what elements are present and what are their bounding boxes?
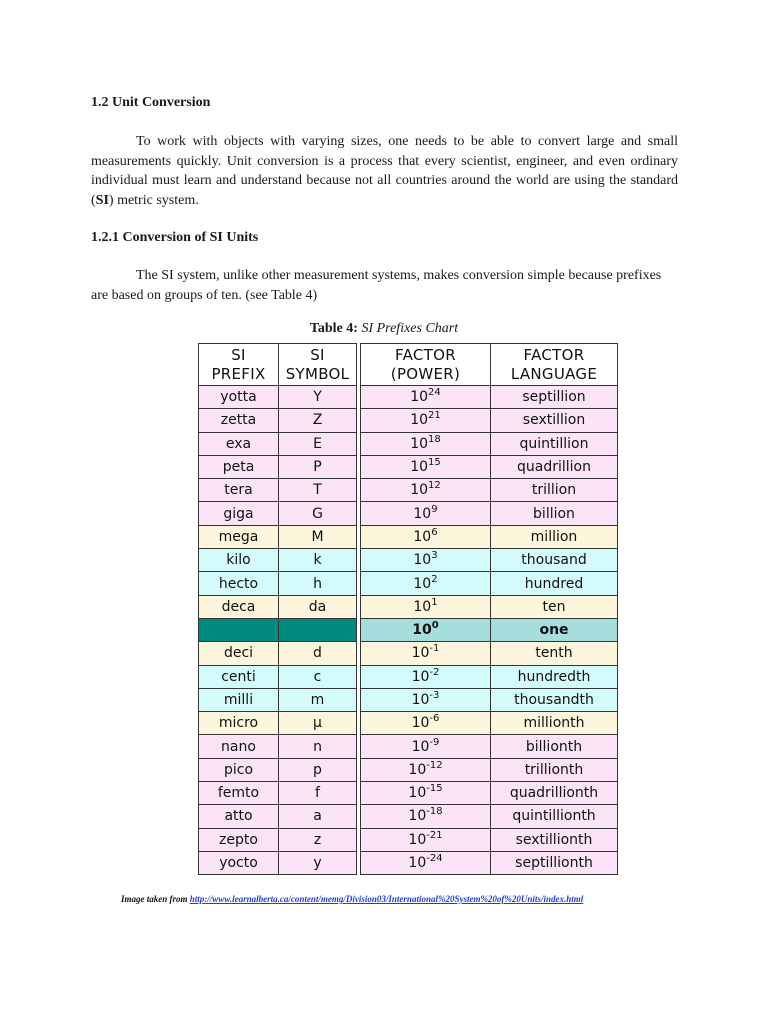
- factor-exponent: 21: [428, 410, 441, 422]
- table-row: [199, 851, 618, 874]
- factor-base: 10: [413, 552, 432, 569]
- table-header-row: [199, 344, 618, 386]
- table-row: [199, 805, 618, 828]
- prefix-cell: yocto: [199, 851, 279, 874]
- section-heading: 1.2 Unit Conversion: [91, 95, 211, 110]
- factor-cell: [361, 758, 491, 781]
- symbol-cell: h: [279, 572, 357, 595]
- factor-base: 10: [411, 645, 430, 662]
- table-row: [199, 386, 618, 409]
- language-cell: septillionth: [491, 851, 618, 874]
- language-cell: sextillionth: [491, 828, 618, 851]
- factor-exponent: 6: [431, 526, 438, 538]
- language-cell: quintillionth: [491, 805, 618, 828]
- factor-exponent: -15: [426, 783, 443, 795]
- prefix-cell: kilo: [199, 549, 279, 572]
- symbol-cell: Z: [279, 409, 357, 432]
- symbol-cell: T: [279, 479, 357, 502]
- prefix-cell: deca: [199, 595, 279, 618]
- prefix-cell: zepto: [199, 828, 279, 851]
- factor-exponent: -9: [429, 736, 440, 748]
- language-cell: trillion: [491, 479, 618, 502]
- factor-cell: [361, 525, 491, 548]
- header-si-symbol: SI SYMBOL: [279, 344, 357, 386]
- factor-exponent: 24: [428, 387, 441, 399]
- language-cell: hundred: [491, 572, 618, 595]
- factor-base: 10: [411, 715, 430, 732]
- prefix-cell: peta: [199, 455, 279, 478]
- factor-cell: [361, 386, 491, 409]
- table-row: [199, 712, 618, 735]
- header-factor-power: FACTOR (POWER): [361, 344, 491, 386]
- credit-link[interactable]: http://www.learnalberta.ca/content/memg/Division03/International%20System%20of%20Units/index.html: [189, 894, 584, 904]
- language-cell: hundredth: [491, 665, 618, 688]
- factor-base: 10: [413, 505, 432, 522]
- symbol-cell: da: [279, 595, 357, 618]
- language-cell: sextillion: [491, 409, 618, 432]
- symbol-cell: f: [279, 782, 357, 805]
- language-cell: millionth: [491, 712, 618, 735]
- factor-cell: [361, 572, 491, 595]
- factor-cell: [361, 479, 491, 502]
- symbol-cell: Y: [279, 386, 357, 409]
- factor-cell: [361, 712, 491, 735]
- language-cell: one: [491, 618, 618, 641]
- table-row: [199, 665, 618, 688]
- table-row: [199, 758, 618, 781]
- factor-exponent: 1: [431, 596, 438, 608]
- prefix-cell: [199, 618, 279, 641]
- prefix-cell: tera: [199, 479, 279, 502]
- table-row: [199, 618, 618, 641]
- table-row: [199, 595, 618, 618]
- factor-exponent: -21: [426, 829, 443, 841]
- header-factor-language: FACTOR LANGUAGE: [491, 344, 618, 386]
- factor-exponent: 2: [431, 573, 438, 585]
- symbol-cell: y: [279, 851, 357, 874]
- symbol-cell: z: [279, 828, 357, 851]
- symbol-cell: E: [279, 432, 357, 455]
- factor-base: 10: [410, 482, 429, 499]
- factor-cell: [361, 805, 491, 828]
- table-row: [199, 549, 618, 572]
- prefix-cell: femto: [199, 782, 279, 805]
- factor-exponent: -18: [426, 806, 443, 818]
- prefix-cell: zetta: [199, 409, 279, 432]
- table-row: [199, 572, 618, 595]
- symbol-cell: m: [279, 688, 357, 711]
- factor-cell: [361, 782, 491, 805]
- language-cell: trillionth: [491, 758, 618, 781]
- language-cell: quadrillion: [491, 455, 618, 478]
- factor-cell: [361, 618, 491, 641]
- factor-base: 10: [408, 761, 427, 778]
- prefix-cell: micro: [199, 712, 279, 735]
- prefix-cell: giga: [199, 502, 279, 525]
- symbol-cell: G: [279, 502, 357, 525]
- factor-exponent: 9: [431, 503, 438, 515]
- prefix-cell: nano: [199, 735, 279, 758]
- language-cell: septillion: [491, 386, 618, 409]
- factor-cell: [361, 688, 491, 711]
- symbol-cell: P: [279, 455, 357, 478]
- factor-cell: [361, 851, 491, 874]
- table-row: [199, 455, 618, 478]
- language-cell: quadrillionth: [491, 782, 618, 805]
- factor-base: 10: [411, 738, 430, 755]
- symbol-cell: d: [279, 642, 357, 665]
- factor-cell: [361, 432, 491, 455]
- factor-base: 10: [412, 622, 432, 639]
- section-paragraph: To work with objects with varying sizes, one needs to be able to convert large and small measurements quickly. Unit conversion is a process that every scientist, engineer, and even ordinary individual must learn and understand because not all countries around the world are using the standard (SI) metric system.: [91, 134, 678, 208]
- symbol-cell: M: [279, 525, 357, 548]
- header-si-prefix: SI PREFIX: [199, 344, 279, 386]
- table-row: [199, 782, 618, 805]
- factor-base: 10: [413, 528, 432, 545]
- factor-base: 10: [413, 575, 432, 592]
- factor-cell: [361, 828, 491, 851]
- factor-cell: [361, 735, 491, 758]
- symbol-cell: [279, 618, 357, 641]
- factor-base: 10: [410, 459, 429, 476]
- factor-cell: [361, 455, 491, 478]
- credit-label: Image taken from: [121, 894, 188, 904]
- language-cell: tenth: [491, 642, 618, 665]
- factor-exponent: -1: [429, 643, 440, 655]
- factor-cell: [361, 595, 491, 618]
- factor-base: 10: [408, 831, 427, 848]
- table-caption-title: SI Prefixes Chart: [361, 321, 459, 336]
- factor-exponent: -3: [429, 690, 440, 701]
- language-cell: thousand: [491, 549, 618, 572]
- prefix-cell: yotta: [199, 386, 279, 409]
- table-row: [199, 502, 618, 525]
- factor-exponent: -24: [426, 853, 443, 865]
- factor-cell: [361, 549, 491, 572]
- language-cell: thousandth: [491, 688, 618, 711]
- factor-base: 10: [410, 412, 429, 429]
- factor-cell: [361, 665, 491, 688]
- language-cell: million: [491, 525, 618, 548]
- factor-exponent: 18: [428, 433, 441, 445]
- prefix-cell: hecto: [199, 572, 279, 595]
- subsection-heading: 1.2.1 Conversion of SI Units: [91, 230, 259, 245]
- factor-cell: [361, 502, 491, 525]
- prefix-cell: centi: [199, 665, 279, 688]
- si-prefixes-table: [198, 343, 618, 875]
- image-credit: [121, 894, 583, 904]
- factor-exponent: -12: [426, 759, 443, 771]
- factor-base: 10: [410, 389, 429, 406]
- symbol-cell: µ: [279, 712, 357, 735]
- language-cell: billionth: [491, 735, 618, 758]
- factor-base: 10: [411, 668, 430, 685]
- prefix-cell: exa: [199, 432, 279, 455]
- language-cell: billion: [491, 502, 618, 525]
- table-row: [199, 525, 618, 548]
- factor-exponent: 3: [431, 550, 438, 562]
- prefix-cell: deci: [199, 642, 279, 665]
- table-row: [199, 828, 618, 851]
- symbol-cell: a: [279, 805, 357, 828]
- language-cell: quintillion: [491, 432, 618, 455]
- prefix-cell: mega: [199, 525, 279, 548]
- symbol-cell: k: [279, 549, 357, 572]
- table-row: [199, 688, 618, 711]
- prefix-cell: milli: [199, 688, 279, 711]
- factor-base: 10: [408, 808, 427, 825]
- factor-exponent: 12: [428, 480, 441, 492]
- prefix-cell: atto: [199, 805, 279, 828]
- factor-cell: [361, 409, 491, 432]
- table-caption: [0, 321, 768, 337]
- prefix-cell: pico: [199, 758, 279, 781]
- table-row: [199, 479, 618, 502]
- si-abbrev: SI: [95, 192, 109, 208]
- table-row: [199, 642, 618, 665]
- table-row: [199, 735, 618, 758]
- factor-cell: [361, 642, 491, 665]
- factor-base: 10: [408, 855, 427, 872]
- factor-exponent: -6: [429, 713, 440, 725]
- factor-base: 10: [410, 435, 429, 452]
- factor-base: 10: [413, 598, 432, 615]
- symbol-cell: n: [279, 735, 357, 758]
- table-row: [199, 409, 618, 432]
- factor-exponent: -2: [429, 666, 440, 678]
- symbol-cell: c: [279, 665, 357, 688]
- factor-exponent: 15: [428, 457, 441, 469]
- symbol-cell: p: [279, 758, 357, 781]
- factor-base: 10: [411, 692, 430, 708]
- language-cell: ten: [491, 595, 618, 618]
- factor-exponent: 0: [431, 620, 439, 632]
- factor-base: 10: [408, 785, 427, 802]
- table-row: [199, 432, 618, 455]
- subsection-paragraph: The SI system, unlike other measurement systems, makes conversion simple because prefixes are based on groups of ten. (see Table 4): [91, 268, 662, 303]
- table-body: [199, 386, 618, 875]
- table-caption-label: Table 4:: [309, 321, 358, 336]
